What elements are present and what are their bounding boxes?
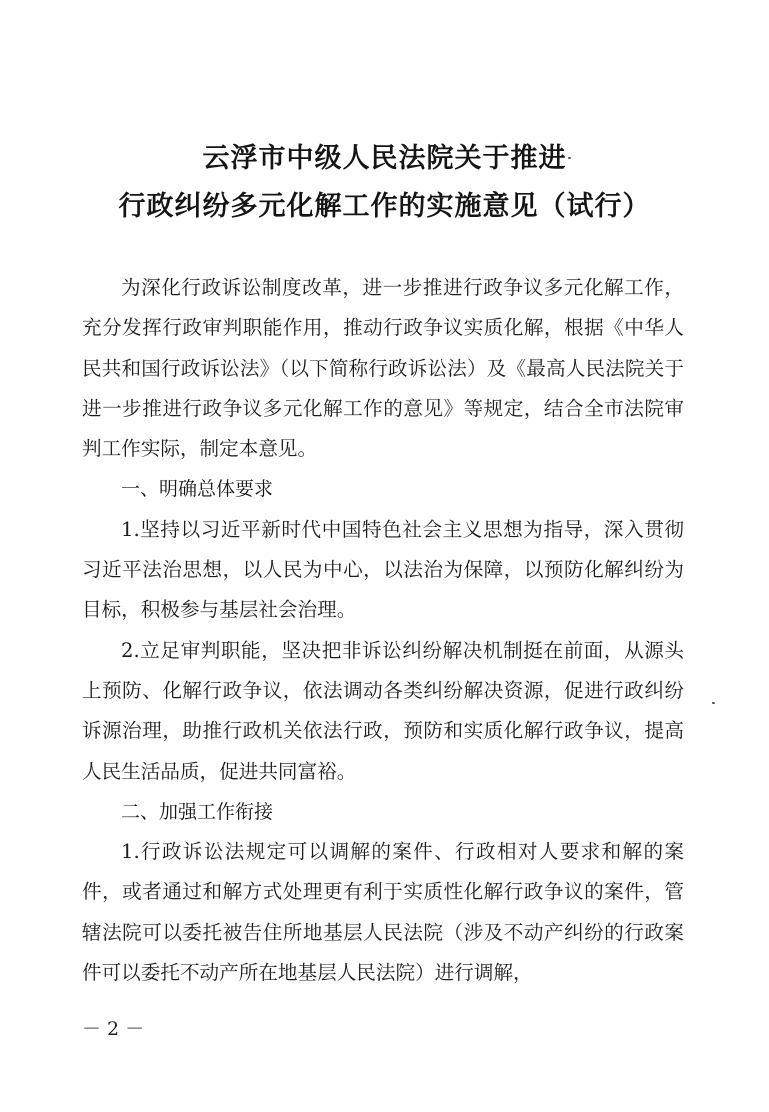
document-title-line-2: 行政纠纷多元化解工作的实施意见（试行）	[118, 191, 651, 222]
page-number: － 2 －	[82, 1018, 145, 1040]
section-2-heading: 二、加强工作衔接	[121, 800, 274, 823]
section-1-item-1: 1.坚持以习近平新时代中国特色社会主义思想为指导，深入贯彻习近平法治思想，以人民为中心，以法治为保障，以预防化解纠纷为目标，积极参与基层社会治理。	[82, 517, 684, 622]
scan-speck	[568, 157, 571, 159]
document-body	[82, 268, 684, 993]
document-title-line-1: 云浮市中级人民法院关于推进	[202, 143, 567, 174]
section-2-item-1: 1.行政诉讼法规定可以调解的案件、行政相对人要求和解的案件，或者通过和解方式处理更有利于实质性化解行政争议的案件，管辖法院可以委托被告住所地基层人民法院（涉及不动产纠纷的行政案件可以委托不动产所在地基层人民法院）进行调解，	[82, 840, 684, 985]
scan-speck	[712, 702, 715, 704]
section-1-item-2: 2.立足审判职能，坚决把非诉讼纠纷解决机制挺在前面，从源头上预防、化解行政争议，依法调动各类纠纷解决资源，促进行政纠纷诉源治理，助推行政机关依法行政，预防和实质化解行政争议，提高人民生活品质，促进共同富裕。	[82, 638, 684, 783]
intro-paragraph: 为深化行政诉讼制度改革，进一步推进行政争议多元化解工作，充分发挥行政审判职能作用，推动行政争议实质化解，根据《中华人民共和国行政诉讼法》（以下简称行政诉讼法）及《最高人民法院关于进一步推进行政争议多元化解工作的意见》等规定，结合全市法院审判工作实际，制定本意见。	[82, 276, 684, 461]
section-1-heading: 一、明确总体要求	[121, 478, 274, 501]
